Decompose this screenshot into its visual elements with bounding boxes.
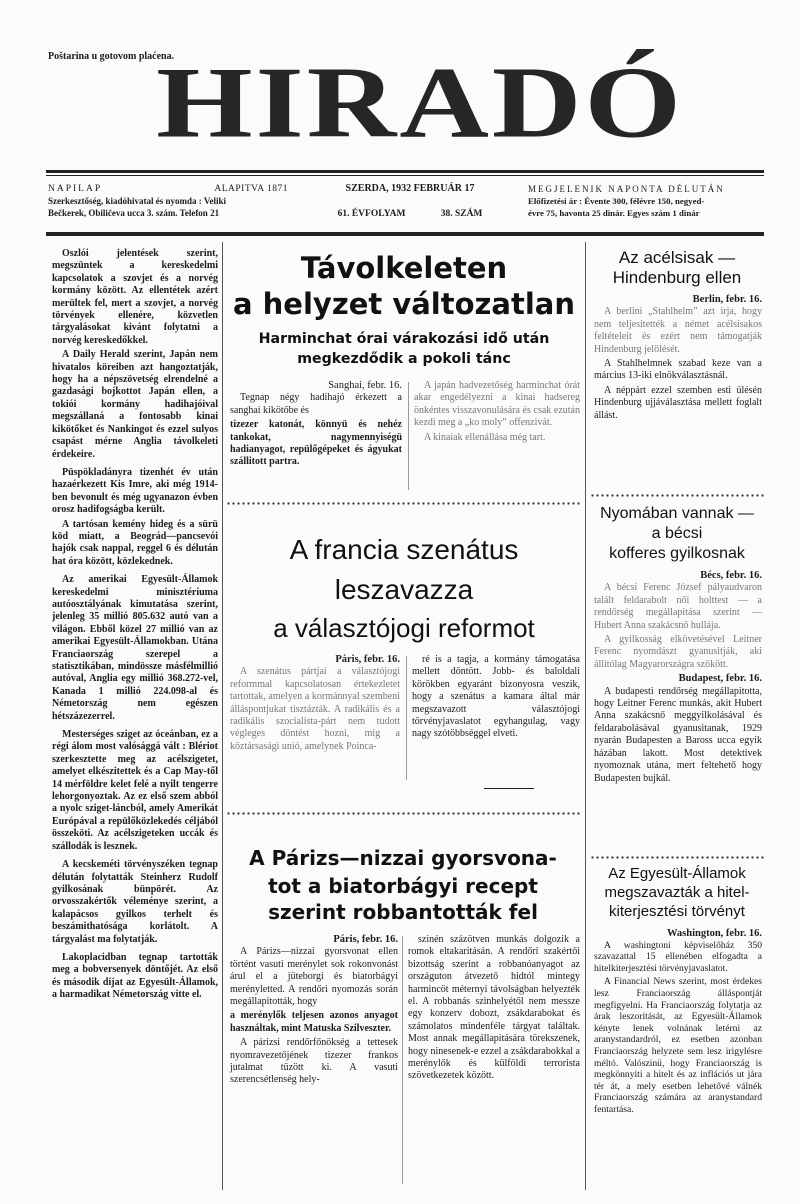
right-article3-p2: A Financial News szerint, most érdekes lesz Franciaország álláspontját megfigyelni. Ha Franciaország folytatja az árak leszorítását, az Egyesült-Államok kényte lenek volnának letérni az aranystandardról, ez esetben azonban Franciaország helyzete sem lesz irigylésre méltó. Valószinü, hogy Franciaország is megkönnyiti a hitelt és az inflációs ut jára tér át, a mely esetben lehetővé válnék Franciaország számára az aranystandard fentartása. [594,976,762,1115]
article2-headline-3: a választójogi reformot [273,613,535,643]
volume-label: 61. ÉVFOLYAM [337,209,406,219]
right-article1-body [594,294,762,424]
right-article3-dateline: Washington, febr. 16. [666,928,762,939]
brief-bobverseny: Lakoplacidban tegnap tartották meg a bobversenyek döntőjét. Az első és második dijat az Egyesült-Államok, a harmadikat Németország vitte el. [52,951,218,1001]
article2-col-2 [412,654,580,743]
right-article2-p2: A gyilkosság elkövetésével Leitner Ferenc nyomdászt gyanusitják, aki állitólag Magyarországra szökött. [594,634,762,670]
article1-headline-2: a helyzet változatlan [233,287,575,321]
masthead-rule-top-thin [46,175,764,176]
article3-col1-end: A párizsi rendőrfőnökség a tettesek nyomravezetőjének tizezer frankos jutalmat tüzött ki. A vasuti szerencsétlenség hely- [230,1037,398,1086]
article3-dateline: Páris, febr. 16. [333,934,398,945]
masthead-rule-top [46,170,764,173]
right-article1-p2: A Stahlhelmnek szabad keze van a március 13-iki elnökválasztásnál. [594,358,762,382]
right-article2-headline-3: kofferes gyilkosnak [609,545,745,562]
article3-col1-text: A Párizs—nizzai gyorsvonat ellen történt vasuti merénylet sok rokonvonást árul el a jüteborgi és biatorbágyi merényletted. A rendőri nyomozás során megállapitották, hogy [230,946,398,1008]
issue-date: SZERDA, 1932 FEBRUÁR 17 [345,183,475,194]
right-article2-p3: A budapesti rendőrség megállapitotta, hogy Leitner Ferenc munkás, akit Hubert Anna szakácsnő meggyilkolásával és feldarabolásával gyanusitanak, 1929 nyarán Budapesten a Baross ucca egyik házában lakott. Most detektivek nyomoznak utána, mert feltehető hogy Budapesten bujkál. [594,685,762,784]
article3-inner-separator [402,936,403,1184]
right-article1-dateline: Berlin, febr. 16. [692,294,762,305]
masthead-left-info [48,183,288,219]
issue-number: 38. SZÁM [440,209,483,219]
postage-note: Poštarina u gotovom plaćena. [48,51,175,62]
schedule-label: MEGJELENIK NAPONTA DÉLUTÁN [528,184,725,194]
brief-daily-herald: A Daily Herald szerint, Japán nem hivatalos köreiben azt hangoztatják, hogy ha a népszövetség elrendelné a gazdasági bojkottot Japán ellen, a tokiói kormány hadihajóival megszállaná a fontosabb kinai kikötőket és Nankingot és ezzel sulyos csapást mérne Anglia távolkeleti érdekeire. [52,349,218,460]
right-article2-p1: A bécsi Ferenc József pályaudvaron talált feldarabolt női holttest — a rendőrség megállapitása szerint — Hubert Anna szakácsnő hullája. [594,582,762,631]
column-separator-left [222,242,223,1190]
article2-inner-separator [406,656,407,780]
article3-headline-1: A Párizs—nizzai gyorsvona- [249,846,557,870]
right-article1-headline-1: Az acélsisak — [618,248,736,267]
article2-dateline: Páris, febr. 16. [335,654,400,665]
article1-col2-text: A japán hadvezetőség harminchat órát akar engedélyezni a kinai hadsereg önkéntes visszavonulására és csak ezután kezdi meg a „ko moly” offenzivát. [414,380,580,429]
brief-kecskemet: A kecskeméti törvényszéken tegnap délután folytatták Steinherz Rudolf gyilkosának bünpörét. Az orvosszakértők véleménye szerint, a kalapácsos gyilkos terhelt és beszámithatósága korlátolt. A tárgyalást ma folytatják. [52,859,218,945]
napilap-label: NAPILAP [48,184,103,194]
article2-col-1 [230,654,400,755]
article3-headline-2: tot a biatorbágyi recept [268,874,538,898]
masthead-title: HIRADÓ [156,46,684,159]
article3-col1-bold: a merénylők teljesen azonos anyagot használtak, mint Matuska Szilveszter. [230,1010,398,1034]
article3-headline-3: szerint robbantották fel [268,900,538,924]
article2-col2-text: ré is a tagja, a kormány támogatása mellett döntött. Jobb- és baloldali körökben egyaránt bizonyosra veszik, hogy a szenátus a kamara által már megszavazott választójogi törvényjavaslatot egyhangulag, vagy nagy szótöbbséggel elveti. [412,654,580,740]
article2-divider [226,812,582,815]
column-separator-right [585,242,586,1190]
right-divider-2 [590,856,764,859]
brief-puspokladany: Püspökladányra tizenhét év után hazaérkezett Kis Imre, aki még 1914-ben bevonult és még ugyanazon évben orosz hadifogságba került. [52,466,218,516]
right-article2-headline-1: Nyomában vannak — [600,505,754,522]
price-line-1: Előfizetési ár : Évente 300, félévre 150, negyed- [528,196,705,206]
article1-col1-text: Tegnap négy hadihajó érkezett a sanghai kikötőbe és [230,392,402,416]
right-article3-headline-3: kiterjesztési törvényt [609,903,745,920]
right-divider-1 [590,494,764,497]
right-article2-headline-2: a bécsi [651,525,703,542]
office-line-2: Bečkerek, Obiličeva ucca 3. szám. Telefon 21 [48,208,220,218]
brief-oslo: Oszlói jelentések szerint, megszüntek a kereskedelmi kapcsolatok a szovjet és a norvég kormány között. Az ellentétek azért merültek fel, mert a szovjet, a norvég törvények ellenére, közvetlen tárgyalásokat kivánt folytatni a norvég kereskedőkkel. [52,248,218,346]
left-column-briefs [52,248,218,1004]
article2-col1-text: A szenátus pártjai a választójogi reformmal kapcsolatosan értekezletet tartottak, amelyen a kormánnyal szembeni álláspontjukat tisztázták. A radikális és a radikális szocialista-párt nem tudott végleges döntést hozni, mig a köztársasági unió, amelynek Poinca- [230,666,400,752]
masthead-right-info [528,183,766,219]
right-article1-p1: A berlini „Stahlhelm” azt irja, hogy nem teljesitették a német acélsisakos feltételeit és ezért nem támogatják Hindenburg jelölését. [594,306,762,355]
right-article3-body [594,928,762,1118]
article1-col1-bold: tizezer katonát, könnyü és nehéz tankokat, nagymennyiségü hadianyagot, repülőgépeket és ágyukat szállitott partra. [230,419,402,468]
right-article3-p1: A washingtoni képviselőház 350 szavazattal 15 ellenében elfogadta a hitelkiterjesztési törvényjavaslatot. [594,939,762,974]
article1-col-2 [414,380,580,446]
masthead-center-info [320,183,500,220]
right-article3-headline-2: megszavazták a hitel- [604,884,750,901]
article2-headline-1: A francia szenátus [289,534,519,565]
masthead-rule-bottom [46,232,764,236]
article1-col2-end: A kinaiak ellenállása még tart. [424,431,546,443]
right-article1-p3: A néppárt ezzel szemben esti ülésén Hindenburg ujjáválasztása mellett foglalt állást. [594,384,762,421]
article1-dateline: Sanghai, febr. 16. [328,380,402,391]
article2-end-mark [484,788,534,789]
article3-col-2 [408,934,580,1085]
right-article1-headline-2: Hindenburg ellen [612,268,742,287]
right-article3-headline-1: Az Egyesült-Államok [608,865,746,882]
article1-headline-1: Távolkeleten [300,251,508,285]
article3-col-1 [230,934,398,1089]
article1-subhead-1: Harminchat órai várakozási idő után [258,331,550,347]
price-line-2: évre 75, havonta 25 dinár. Egyes szám 1 dinár [528,208,700,218]
right-article2-body [594,570,762,787]
article1-col-1 [230,380,402,471]
founded-label: ALAPITVA 1871 [214,184,288,194]
right-article2-dateline-1: Bécs, febr. 16. [700,570,762,581]
article1-inner-separator [408,382,409,490]
article2-headline-2: leszavazza [334,574,474,605]
office-line-1: Szerkesztőség, kiadóhivatal és nyomda : Veliki [48,196,227,206]
right-article2-dateline-2: Budapest, febr. 16. [678,673,762,685]
brief-hajok: A tartósan kemény hideg és a sürü köd miatt, a Beográd—pancsevói hajók csak nappal, reggel 6 és délután hat óra között, közlekednek. [52,518,218,567]
article3-col2-text: szinén százötven munkás dolgozik a romok eltakaritásán. A rendőri szakértői bizottság szerint a robbanóanyagot az országuton átvezető hidtól mintegy harmincöt méternyi távolságban helyezték el. A robbanás szinhelyétől nem messze egy konzerv dobozt, zsákdarabokat és számolatos mindenféle tárgyat találtak. Most annak megállapitására törekszenek, hogy ninesenek-e ezzel a zsákdarabokkal a merénylők és külföldi terrorista szövetkezetek között. [408,934,580,1082]
article1-subhead-2: megkezdődik a pokoli tánc [297,351,511,367]
brief-autok: Az amerikai Egyesült-Államok kereskedelmi minisztériuma autóosztályának kimutatása szerint, jelenleg 35 millió 805.632 autó van a világon. Ebből közel 27 millió van az amerikai Egyesült-Államokban. Utána Franciaország szerepel a statisztikában, mindössze másfélmillió autóval, Anglia egy millió 368.272-vel, Kanada 1 millió 224.098-al és Németország nem egészen hétszázezerrel. [52,574,218,722]
article1-divider [226,502,582,505]
brief-acelsziget: Mesterséges sziget az óceánban, ez a régi álom most valósággá vált : Blériot szerkesztette meg az acélszigetet, amelyet elkészitettek és a Cap May-től 14 mérföldre kelet felé a nyilt tengerre lehorgonyoztak. Az ez első szem abból a nyolc sziget-láncból, amely Amerikát Európával a repülőközlekedés céljából összeköti. Az acélszigeteken uccák és szállodák is lesznek. [52,729,218,852]
